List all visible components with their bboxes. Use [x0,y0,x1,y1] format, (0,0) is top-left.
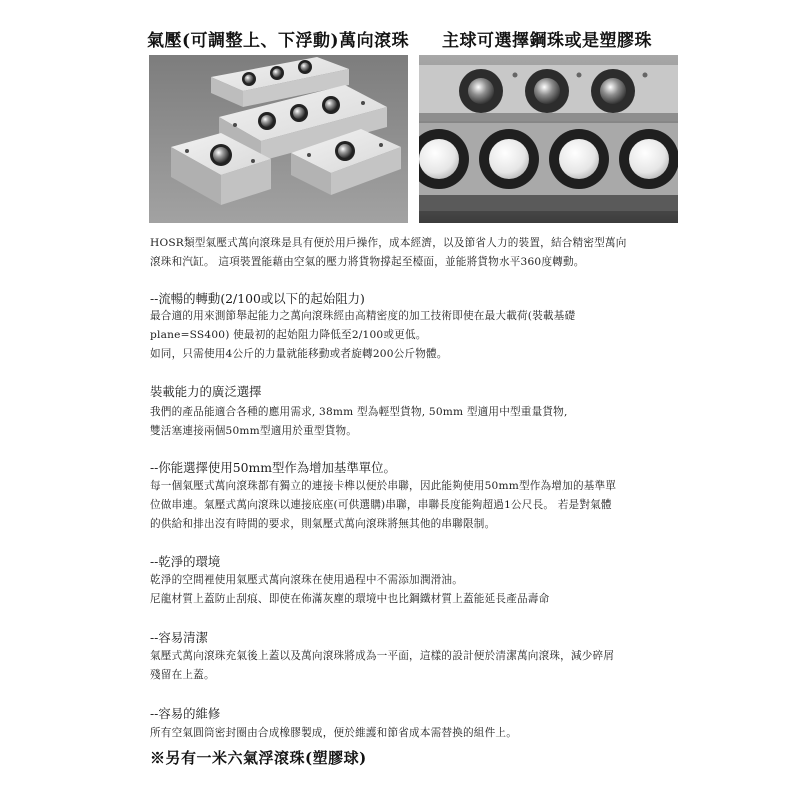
intro-line: HOSR類型氣壓式萬向滾珠是具有便於用戶操作，成本經濟，以及節省人力的裝置，結合精密型萬向 [150,237,627,249]
section-line: 最合適的用來測節舉起能力之萬向滾珠經由高精密度的加工技術即使在最大載荷(裝載基礎 [150,310,576,322]
section-heading-50mm-unit: --你能選擇使用50mm型作為增加基準單位。 [150,460,396,475]
section-line: 雙活塞連接兩個50mm型適用於重型貨物。 [150,425,358,437]
section-line: 的供給和排出沒有時間的要求，則氣壓式萬向滾珠將無其他的串聯限制。 [150,518,496,530]
section-line: plane=SS400) 使最初的起始阻力降低至2/100或更低。 [150,329,427,341]
section-line: 殘留在上蓋。 [150,669,215,681]
left-product-photo [149,55,408,223]
section-heading-load-capacity: 裝載能力的廣泛選擇 [150,384,262,399]
section-body-easy-clean [150,647,614,685]
intro-line: 滾珠和汽缸。 這項裝置能藉由空氣的壓力將貨物撐起至檯面，並能將貨物水平360度轉動。 [150,256,585,268]
intro-paragraph [150,234,627,272]
section-body-load-capacity [150,403,568,441]
section-body-clean-environment [150,571,549,609]
right-product-photo [419,55,678,223]
section-body-smooth-rotation [150,307,575,364]
footer-note: ※另有一米六氣浮滾珠(塑膠球) [150,749,367,767]
section-heading-clean-environment: --乾淨的環境 [150,554,221,569]
pneumatic-ball-blocks-image [149,55,408,223]
section-line: 我們的產品能適合各種的應用需求, 38mm 型為輕型貨物, 50mm 型適用中型重量貨物, [150,406,568,418]
section-line: 每一個氣壓式萬向滾珠都有獨立的連接卡榫以便於串聯，因此能夠使用50mm型作為增加的基準單 [150,480,617,492]
section-heading-easy-clean: --容易清潔 [150,630,208,645]
steel-and-plastic-balls-image [419,55,678,223]
left-title: 氣壓(可調整上、下浮動)萬向滾珠 [147,31,410,51]
section-line: 氣壓式萬向滾珠充氣後上蓋以及萬向滾珠將成為一平面，這樣的設計便於清潔萬向滾珠，減少碎屑 [150,650,615,662]
section-body-easy-maintenance [150,724,517,743]
section-line: 所有空氣圓筒密封圈由合成橡膠製成，便於維護和節省成本需替換的組件上。 [150,727,517,739]
section-heading-easy-maintenance: --容易的維修 [150,706,221,721]
section-line: 乾淨的空間裡使用氣壓式萬向滾珠在使用過程中不需添加潤滑油。 [150,574,464,586]
section-body-50mm-unit [150,477,616,534]
right-title: 主球可選擇鋼珠或是塑膠珠 [442,31,652,51]
section-heading-smooth-rotation: --流暢的轉動(2/100或以下的起始阻力) [150,291,365,306]
section-line: 如同，只需使用4公斤的力量就能移動或者旋轉200公斤物體。 [150,348,448,360]
section-line: 位做串連。氣壓式萬向滾珠以連接底座(可供選購)串聯，串聯長度能夠超過1公尺長。 若是對氣體 [150,499,612,511]
section-line: 尼龍材質上蓋防止刮痕、即使在佈滿灰塵的環境中也比鋼鐵材質上蓋能延長產品壽命 [150,593,550,605]
